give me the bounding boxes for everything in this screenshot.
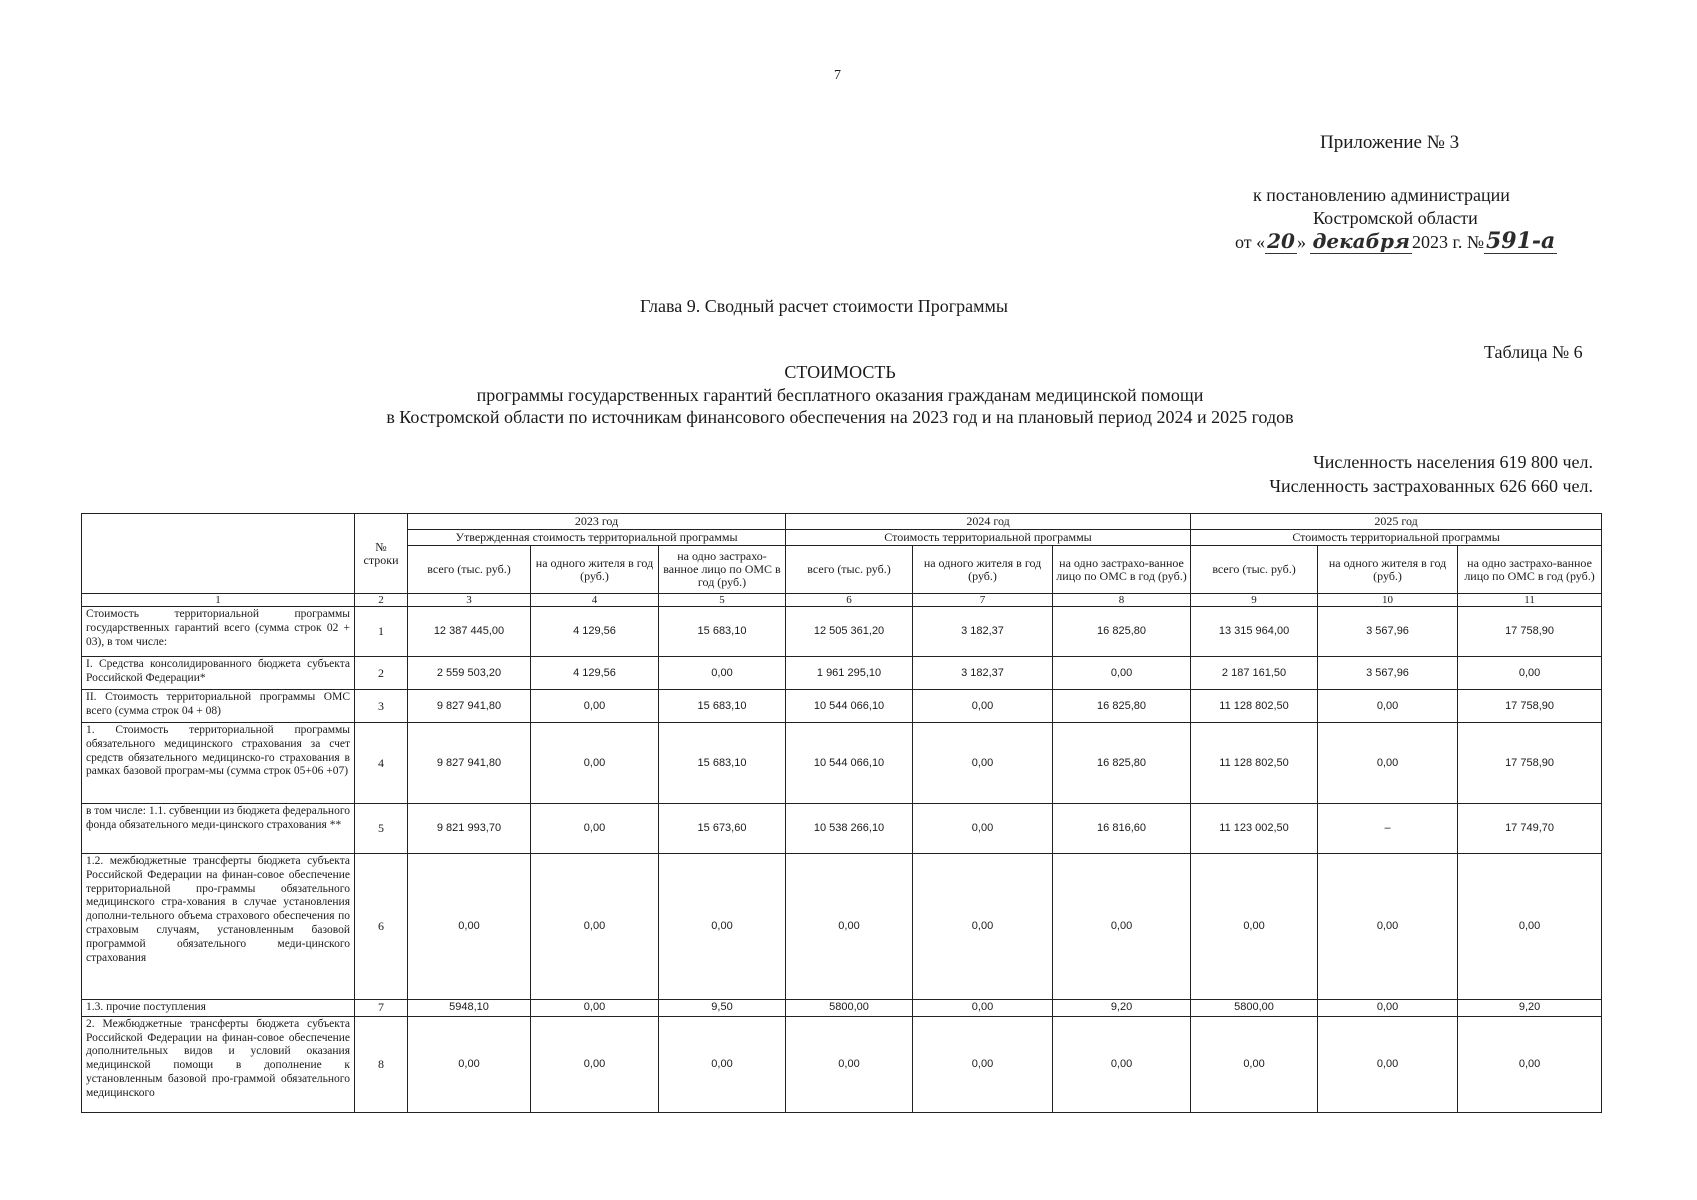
page-number: 7 (834, 68, 841, 83)
date-prefix: от « (1235, 232, 1266, 252)
col-index: 11 (1458, 594, 1602, 607)
cell-value: 0,00 (531, 1000, 659, 1017)
cell-value: 17 749,70 (1458, 804, 1602, 854)
table-label: Таблица № 6 (1484, 342, 1583, 362)
row-description: в том числе: 1.1. субвенции из бюджета федерального фонда обязательного меди-цинского страхования ** (82, 804, 355, 854)
cell-value: 0,00 (1191, 1016, 1318, 1112)
subheader-2025: Стоимость территориальной программы (1191, 530, 1602, 546)
header-year-2023: 2023 год (408, 514, 786, 530)
col-index: 2 (355, 594, 408, 607)
cell-value: 11 128 802,50 (1191, 690, 1318, 723)
cell-value: 9,50 (659, 1000, 786, 1017)
col-index: 4 (531, 594, 659, 607)
cell-value: 13 315 964,00 (1191, 607, 1318, 657)
cell-value: 0,00 (531, 690, 659, 723)
population-total: Численность населения 619 800 чел. (1313, 452, 1593, 472)
cell-value: 0,00 (913, 690, 1053, 723)
cell-value: 10 538 266,10 (786, 804, 913, 854)
cell-value: 9 827 941,80 (408, 723, 531, 804)
col-total-2024: всего (тыс. руб.) (786, 546, 913, 594)
cell-value: 3 182,37 (913, 607, 1053, 657)
cell-value: 0,00 (786, 854, 913, 1000)
cell-value: 9,20 (1053, 1000, 1191, 1017)
col-index: 10 (1318, 594, 1458, 607)
cell-value: 5800,00 (786, 1000, 913, 1017)
col-index: 8 (1053, 594, 1191, 607)
cell-value: 0,00 (913, 854, 1053, 1000)
appendix-line-2: Костромской области (1313, 208, 1478, 228)
appendix-date-line (1235, 230, 1655, 254)
cell-value: 0,00 (913, 723, 1053, 804)
cell-value: 0,00 (913, 804, 1053, 854)
document-subtitle-1: программы государственных гарантий бесплатного оказания гражданам медицинской помощи (476, 385, 1204, 405)
row-description: 1.3. прочие поступления (82, 1000, 355, 1017)
cell-value: 0,00 (1318, 854, 1458, 1000)
header-year-2024: 2024 год (786, 514, 1191, 530)
appendix-block (1235, 184, 1655, 254)
appendix-title: Приложение № 3 (1320, 132, 1460, 153)
row-number: 3 (355, 690, 408, 723)
subheader-2023: Утвержденная стоимость территориальной программы (408, 530, 786, 546)
chapter-title: Глава 9. Сводный расчет стоимости Программы (640, 296, 1009, 316)
table-row (82, 804, 1602, 854)
col-per-insured-2025: на одно застрахо-ванное лицо по ОМС в год (руб.) (1458, 546, 1602, 594)
table-row (82, 1016, 1602, 1112)
cell-value: 0,00 (531, 723, 659, 804)
cell-value: 12 505 361,20 (786, 607, 913, 657)
cell-value: 0,00 (1458, 1016, 1602, 1112)
cell-value: 2 187 161,50 (1191, 657, 1318, 690)
cell-value: 0,00 (1191, 854, 1318, 1000)
document-subtitle-2: в Костромской области по источникам финансового обеспечения на 2023 год и на плановый период 2024 и 2025 годов (386, 407, 1294, 427)
cell-value: 9 821 993,70 (408, 804, 531, 854)
row-number: 4 (355, 723, 408, 804)
col-per-insured-2023: на одно застрахо-ванное лицо по ОМС в год (руб.) (659, 546, 786, 594)
cell-value: 5948,10 (408, 1000, 531, 1017)
cell-value: 0,00 (913, 1016, 1053, 1112)
col-index: 6 (786, 594, 913, 607)
cell-value: 0,00 (1053, 657, 1191, 690)
cell-value: 1 961 295,10 (786, 657, 913, 690)
col-index: 7 (913, 594, 1053, 607)
row-number: 1 (355, 607, 408, 657)
col-per-resident-2023: на одного жителя в год (руб.) (531, 546, 659, 594)
cell-value: 2 559 503,20 (408, 657, 531, 690)
row-number: 6 (355, 854, 408, 1000)
row-description: I. Средства консолидированного бюджета субъекта Российской Федерации* (82, 657, 355, 690)
document-title: СТОИМОСТЬ (784, 362, 896, 382)
cell-value: 0,00 (913, 1000, 1053, 1017)
cell-value: 15 683,10 (659, 607, 786, 657)
cell-value: – (1318, 804, 1458, 854)
handwritten-day: 20 (1267, 229, 1295, 253)
handwritten-month: декабря (1312, 229, 1410, 253)
cell-value: 15 673,60 (659, 804, 786, 854)
cell-value: 11 128 802,50 (1191, 723, 1318, 804)
subheader-2024: Стоимость территориальной программы (786, 530, 1191, 546)
cell-value: 0,00 (408, 1016, 531, 1112)
cell-value: 9,20 (1458, 1000, 1602, 1017)
cell-value: 17 758,90 (1458, 723, 1602, 804)
cell-value: 3 567,96 (1318, 607, 1458, 657)
cell-value: 16 825,80 (1053, 690, 1191, 723)
table-row (82, 1000, 1602, 1017)
row-description: II. Стоимость территориальной программы ОМС всего (сумма строк 04 + 08) (82, 690, 355, 723)
cell-value: 3 567,96 (1318, 657, 1458, 690)
col-total-2025: всего (тыс. руб.) (1191, 546, 1318, 594)
col-index: 1 (82, 594, 355, 607)
col-total-2023: всего (тыс. руб.) (408, 546, 531, 594)
cell-value: 0,00 (408, 854, 531, 1000)
cell-value: 0,00 (786, 1016, 913, 1112)
cell-value: 0,00 (1053, 1016, 1191, 1112)
date-quote-close: » (1296, 232, 1306, 252)
cell-value: 0,00 (531, 854, 659, 1000)
cost-table (81, 513, 1602, 1113)
cell-value: 5800,00 (1191, 1000, 1318, 1017)
cell-value: 0,00 (531, 1016, 659, 1112)
cell-value: 16 816,60 (1053, 804, 1191, 854)
appendix-line-1: к постановлению администрации (1253, 185, 1510, 205)
header-row-number: № строки (355, 514, 408, 594)
cell-value: 0,00 (1458, 854, 1602, 1000)
cell-value: 16 825,80 (1053, 723, 1191, 804)
cell-value: 0,00 (1458, 657, 1602, 690)
cell-value: 4 129,56 (531, 607, 659, 657)
cell-value: 16 825,80 (1053, 607, 1191, 657)
cell-value: 10 544 066,10 (786, 690, 913, 723)
cell-value: 0,00 (1318, 723, 1458, 804)
cell-value: 0,00 (531, 804, 659, 854)
cell-value: 0,00 (659, 657, 786, 690)
cell-value: 0,00 (659, 1016, 786, 1112)
cell-value: 12 387 445,00 (408, 607, 531, 657)
cell-value: 0,00 (1318, 1016, 1458, 1112)
cell-value: 0,00 (1053, 854, 1191, 1000)
row-description: 1. Стоимость территориальной программы обязательного медицинского страхования за счет средств обязательного медицинско-го страхования в рамках базовой програм-мы (сумма строк 05+06 +07) (82, 723, 355, 804)
row-number: 8 (355, 1016, 408, 1112)
cell-value: 11 123 002,50 (1191, 804, 1318, 854)
year-text: 2023 г. № (1411, 232, 1484, 252)
row-number: 2 (355, 657, 408, 690)
row-description: 1.2. межбюджетные трансферты бюджета субъекта Российской Федерации на финан-совое обеспечение территориальной про-граммы обязательного медицинского стра-хования в случае установления дополни-тельного объема страхового обеспечения по страховым случаям, установленным базовой программой обязательного меди-цинского страхования (82, 854, 355, 1000)
col-index: 5 (659, 594, 786, 607)
cell-value: 15 683,10 (659, 690, 786, 723)
row-number: 5 (355, 804, 408, 854)
cell-value: 9 827 941,80 (408, 690, 531, 723)
header-description (82, 514, 355, 594)
handwritten-number: 591-а (1486, 228, 1556, 254)
cell-value: 3 182,37 (913, 657, 1053, 690)
cell-value: 0,00 (659, 854, 786, 1000)
col-index: 9 (1191, 594, 1318, 607)
row-description: 2. Межбюджетные трансферты бюджета субъекта Российской Федерации на финан-совое обеспечение дополнительных видов и условий оказания медицинской помощи в дополнение к установленным базовой про-граммой обязательного медицинского (82, 1016, 355, 1112)
cell-value: 4 129,56 (531, 657, 659, 690)
population-insured: Численность застрахованных 626 660 чел. (1269, 476, 1593, 496)
header-year-2025: 2025 год (1191, 514, 1602, 530)
table-row (82, 723, 1602, 804)
cell-value: 10 544 066,10 (786, 723, 913, 804)
table-row (82, 657, 1602, 690)
cell-value: 15 683,10 (659, 723, 786, 804)
cell-value: 17 758,90 (1458, 607, 1602, 657)
col-per-resident-2025: на одного жителя в год (руб.) (1318, 546, 1458, 594)
cell-value: 0,00 (1318, 1000, 1458, 1017)
table-row (82, 854, 1602, 1000)
col-index: 3 (408, 594, 531, 607)
table-row (82, 607, 1602, 657)
cell-value: 17 758,90 (1458, 690, 1602, 723)
col-per-insured-2024: на одно застрахо-ванное лицо по ОМС в год (руб.) (1053, 546, 1191, 594)
row-description: Стоимость территориальной программы государственных гарантий всего (сумма строк 02 + 03), в том числе: (82, 607, 355, 657)
row-number: 7 (355, 1000, 408, 1017)
col-per-resident-2024: на одного жителя в год (руб.) (913, 546, 1053, 594)
table-row (82, 690, 1602, 723)
cell-value: 0,00 (1318, 690, 1458, 723)
